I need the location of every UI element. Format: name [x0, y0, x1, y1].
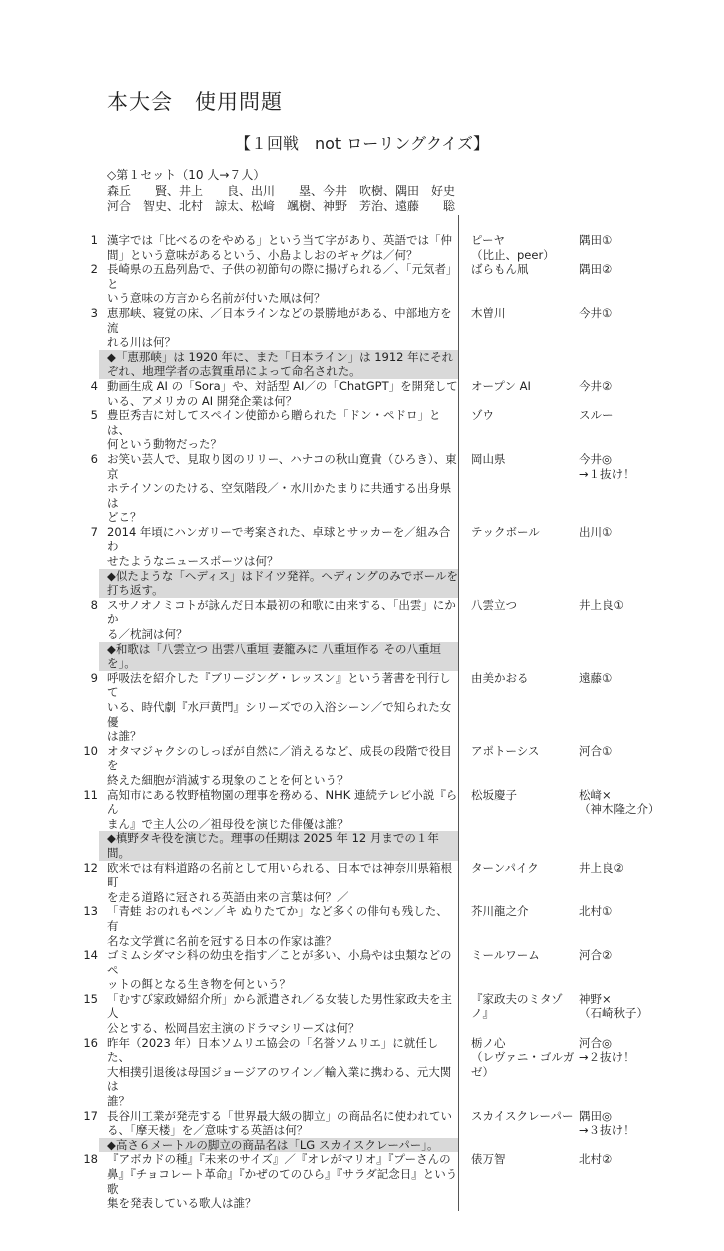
answer-line: 八雲立つ	[471, 597, 517, 612]
question-text	[107, 1109, 459, 1138]
question-text	[107, 904, 459, 948]
result	[579, 948, 697, 992]
result-line: 遠藤①	[579, 670, 613, 685]
question-number: 5	[90, 408, 98, 423]
result-line: 神野×	[579, 991, 612, 1006]
answer-line: テックボール	[471, 524, 540, 539]
question-line: 動画生成 AI の「Sora」や、対話型 AI／の「ChatGPT」を開発して	[107, 378, 458, 393]
result	[579, 262, 697, 306]
note-line: ◆槙野タキ役を演じた。理事の任期は 2025 年 12 月までの１年間。	[107, 831, 439, 860]
answer-line: アポトーシス	[471, 743, 540, 758]
question-row	[78, 598, 708, 642]
question-line: 『アボカドの種』『未来のサイズ』／『オレがマリオ』『プーさんの	[107, 1152, 451, 1167]
result-line: 出川①	[579, 524, 613, 539]
result-line: 井上良①	[579, 597, 624, 612]
answer-line: オープン AI	[471, 378, 531, 393]
question-number: 2	[90, 262, 98, 277]
question-line: 「青蛙 おのれもペン／キ ぬりたてか」など多くの俳句も残した、有	[107, 904, 448, 933]
result	[579, 904, 697, 948]
result	[579, 379, 697, 408]
result-line: 松﨑×	[579, 787, 612, 802]
question-note	[99, 350, 458, 379]
question-line: 昨年（2023 年）日本ソムリエ協会の「名誉ソムリエ」に就任した、	[107, 1035, 439, 1065]
question-line: 長谷川工業が発売する「世界最大級の脚立」の商品名に使われてい	[107, 1108, 452, 1123]
result	[579, 452, 697, 525]
result-line: 河合◎	[579, 1035, 613, 1050]
question-line: いる、時代劇『水戸黄門』シリーズでの入浴シーン／で知られた女優	[107, 700, 452, 729]
question-row	[78, 861, 708, 905]
question-line: ゴミムシダマシ科の幼虫を指す／ことが多い、小鳥やは虫類などのペ	[107, 948, 452, 977]
result-line: 今井①	[579, 305, 613, 320]
question-note	[99, 831, 458, 860]
set-label: ◇第１セット（10 人→７人）	[107, 168, 266, 182]
question-line: 鼻』『チョコレート革命』『かぜのてのひら』『サラダ記念日』という歌	[107, 1167, 458, 1196]
answer	[471, 948, 575, 992]
result	[579, 1036, 697, 1109]
question-line: お笑い芸人で、見取り図のリリー、ハナコの秋山寛貴（ひろき）、東京	[107, 451, 457, 481]
question-line: 名な文学賞に名前を冠する日本の作家は誰？	[107, 933, 337, 948]
question-number: 1	[90, 233, 98, 247]
question-text	[107, 233, 459, 262]
question-line: 呼吸法を紹介した『ブリージング・レッスン』という著書を刊行して	[107, 670, 451, 700]
answer-line: （レヴァニ・ゴルガゼ）	[471, 1050, 575, 1079]
result	[579, 671, 697, 744]
result	[579, 233, 697, 262]
question-line: まん』で主人公の／祖母役を演じた俳優は誰？	[107, 816, 349, 831]
question-line: 豊臣秀吉に対してスペイン使節から贈られた「ドン・ペドロ」とは、	[107, 408, 441, 437]
question-text	[107, 598, 459, 642]
question-row	[78, 306, 708, 350]
question-text	[107, 306, 459, 350]
question-row	[78, 262, 708, 306]
result	[579, 525, 697, 569]
question-row	[78, 408, 708, 452]
question-line: を走る道路に冠される英語由来の言葉は何？／	[107, 889, 349, 904]
question-line: る／枕詞は何？	[107, 627, 188, 642]
result-line: 今井②	[579, 378, 613, 393]
question-line: 欧米では有料道路の名前として用いられる、日本では神奈川県箱根町	[107, 860, 452, 890]
question-line: 恵那峡、寝覚の床、／日本ラインなどの景勝地がある、中部地方を流	[107, 305, 452, 335]
result	[579, 306, 697, 350]
result	[579, 861, 697, 905]
question-line: 長崎県の五島列島で、子供の初節句の際に揚げられる／、「元気者」と	[107, 262, 458, 291]
answer-line: ミールワーム	[471, 948, 540, 963]
question-number: 4	[90, 378, 98, 393]
note-line: を」。	[107, 656, 136, 671]
answer-line: スカイスクレーパー	[471, 1108, 574, 1123]
question-number: 15	[83, 991, 98, 1006]
question-row	[78, 1109, 708, 1138]
note-line: 打ち返す。	[107, 583, 164, 598]
answer	[471, 744, 575, 788]
question-row	[78, 788, 708, 832]
answer	[471, 525, 575, 569]
result-line: スルー	[579, 408, 614, 423]
question-number: 11	[83, 787, 98, 802]
question-line: 2014 年頃にハンガリーで考案された、卓球とサッカーを／組み合わ	[107, 524, 451, 554]
answer	[471, 1036, 575, 1109]
answer-line: ばらもん凧	[471, 262, 529, 277]
question-line: せたようなニュースポーツは何？	[107, 554, 279, 569]
result	[579, 1152, 697, 1210]
set-info	[107, 168, 667, 215]
answer-line: 俵万智	[471, 1152, 506, 1167]
question-number: 14	[83, 948, 98, 963]
answer	[471, 861, 575, 905]
note-line: ◆和歌は「八雲立つ 出雲八重垣 妻籠みに 八重垣作る その八重垣	[107, 641, 441, 656]
question-row	[78, 233, 708, 262]
question-line: 終えた細胞が消滅する現象のことを何という？	[107, 772, 349, 787]
question-row	[78, 1036, 708, 1109]
question-number: 18	[83, 1152, 98, 1167]
question-note	[99, 569, 458, 598]
answer	[471, 306, 575, 350]
note-line: ぞれ、地理学者の志賀重昂によって命名された。	[107, 364, 361, 379]
result-line: 河合②	[579, 948, 613, 963]
question-number: 6	[90, 451, 98, 466]
question-number: 12	[83, 860, 98, 875]
answer	[471, 904, 575, 948]
result	[579, 992, 697, 1036]
answer	[471, 262, 575, 306]
answer	[471, 671, 575, 744]
question-text	[107, 525, 459, 569]
answer	[471, 598, 575, 642]
question-line: 誰？	[107, 1094, 130, 1109]
result-line: →１抜け！	[579, 466, 635, 481]
question-line: いる、アメリカの AI 開発企業は何？	[107, 393, 298, 408]
question-row	[78, 379, 708, 408]
question-text	[107, 992, 459, 1036]
question-text	[107, 1152, 459, 1210]
answer-line: 由美かおる	[471, 670, 529, 685]
question-line: 高知市にある牧野植物園の理事を務める、NHK 連続テレビ小説『らん	[107, 787, 458, 817]
question-text	[107, 861, 459, 905]
question-row	[78, 744, 708, 788]
question-row	[78, 671, 708, 744]
question-row	[78, 1152, 708, 1210]
question-row	[78, 948, 708, 992]
answer-line: ゾウ	[471, 408, 494, 423]
note-line: ◆似たような「ヘディス」はドイツ発祥。ヘディングのみでボールを	[107, 568, 458, 583]
result-line: （石崎秋子）	[579, 1006, 648, 1021]
question-line: スサノオノミコトが詠んだ日本最初の和歌に由来する、「出雲」にかか	[107, 597, 456, 627]
question-number: 17	[83, 1108, 98, 1123]
answer-line: 松坂慶子	[471, 787, 517, 802]
question-line: る、「摩天楼」を／意味する英語は何？	[107, 1123, 309, 1138]
result-line: 今井◎	[579, 451, 613, 466]
question-line: ットの餌となる生き物を何という？	[107, 977, 291, 992]
answer-line: 木曽川	[471, 305, 506, 320]
answer	[471, 379, 575, 408]
question-line: 何という動物だった？	[107, 437, 222, 452]
question-number: 16	[83, 1035, 98, 1050]
players-line-2: 河合 智史、北村 諒太、松﨑 颯樹、神野 芳治、遠藤 聡	[107, 199, 456, 213]
answer-line: 『家政夫のミタゾノ』	[471, 991, 563, 1021]
question-line: いう意味の方言から名前が付いた凧は何？	[107, 291, 326, 306]
question-note	[99, 1138, 458, 1153]
answer-line: ピーヤ	[471, 233, 506, 247]
result-line: 河合①	[579, 743, 613, 758]
question-text	[107, 788, 459, 832]
question-text	[107, 948, 459, 992]
question-text	[107, 1036, 459, 1109]
question-line: 間」という意味があるという、小島よしおのギャグは／何？	[107, 247, 418, 262]
question-note	[99, 642, 458, 671]
question-row	[78, 992, 708, 1036]
answer-line: 岡山県	[471, 451, 506, 466]
question-row	[78, 525, 708, 569]
result-line: →３抜け！	[579, 1123, 635, 1138]
question-row	[78, 904, 708, 948]
question-row	[78, 452, 708, 525]
result-line: 隅田◎	[579, 1108, 613, 1123]
result-line: 隅田②	[579, 262, 613, 277]
question-line: どこ？	[107, 510, 142, 525]
question-text	[107, 452, 459, 525]
result	[579, 1109, 697, 1138]
answer-line: （比止、peer）	[471, 247, 555, 262]
answer	[471, 992, 575, 1036]
result	[579, 788, 697, 832]
note-line: ◆「恵那峡」は 1920 年に、また「日本ライン」は 1912 年にそれ	[107, 349, 454, 364]
result-line: →２抜け！	[579, 1050, 635, 1065]
answer-line: ターンパイク	[471, 860, 539, 875]
result	[579, 744, 697, 788]
question-text	[107, 408, 459, 452]
answer-line: 栃ノ心	[471, 1035, 506, 1050]
question-line: 大相撲引退後は母国ジョージアのワイン／輸入業に携わる、元大関は	[107, 1064, 452, 1094]
question-number: 9	[90, 670, 98, 685]
answer	[471, 1109, 575, 1138]
answer	[471, 1152, 575, 1210]
question-line: 公とする、松岡昌宏主演のドラマシリーズは何？	[107, 1021, 360, 1036]
players-line-1: 森丘 賢、井上 良、出川 塁、今井 吹樹、隅田 好史	[107, 183, 456, 198]
question-number: 7	[90, 524, 98, 539]
question-line: オタマジャクシのしっぽが自然に／消えるなど、成長の段階で役目を	[107, 743, 452, 773]
result-line: 隅田①	[579, 233, 613, 247]
result	[579, 598, 697, 642]
result-line: 井上良②	[579, 860, 624, 875]
answer-line: 芥川龍之介	[471, 904, 529, 919]
question-number: 8	[90, 597, 98, 612]
result	[579, 408, 697, 452]
question-text	[107, 262, 459, 306]
question-line: 集を発表している歌人は誰？	[107, 1196, 257, 1211]
question-line: れる川は何？	[107, 335, 176, 350]
answer	[471, 408, 575, 452]
result-line: （神木隆之介）	[579, 802, 660, 817]
answer	[471, 788, 575, 832]
question-text	[107, 744, 459, 788]
question-line: ホテイソンのたける、空気階段／・水川かたまりに共通する出身県は	[107, 481, 452, 510]
result-line: 北村②	[579, 1152, 613, 1167]
question-number: 3	[90, 305, 98, 320]
page-title: 本大会 使用問題	[107, 90, 283, 114]
question-list	[78, 233, 708, 1251]
question-line: 漢字では「比べるのをやめる」という当て字があり、英語では「仲	[107, 233, 452, 247]
question-text	[107, 671, 459, 744]
question-number: 13	[83, 904, 98, 919]
answer	[471, 452, 575, 525]
result-line: 北村①	[579, 904, 613, 919]
note-line: ◆高さ６メートルの脚立の商品名は「LG スカイスクレーパー」。	[107, 1137, 439, 1152]
question-line: 「むすび家政婦紹介所」から派遣され／る女装した男性家政夫を主人	[107, 991, 452, 1021]
round-subtitle: 【１回戦 not ローリングクイズ】	[234, 134, 489, 153]
question-text	[107, 379, 459, 408]
question-number: 10	[83, 743, 98, 758]
question-line: は誰？	[107, 729, 142, 744]
answer	[471, 233, 575, 262]
